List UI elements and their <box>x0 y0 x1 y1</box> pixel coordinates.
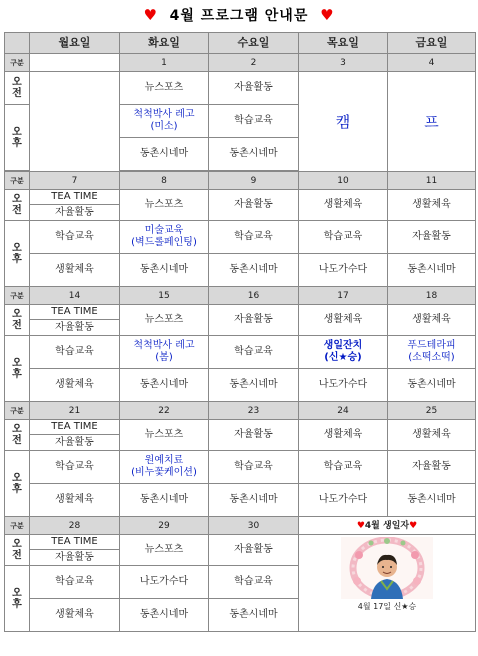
program-cell: 원예치료 (비누꽃케이션) <box>120 451 209 484</box>
week3-pm-row2 <box>5 369 476 402</box>
program-cell: 자율활동 <box>30 550 120 566</box>
empty-cell <box>30 72 120 172</box>
gubun-label: 구분 <box>5 172 30 190</box>
header-tue: 화요일 <box>120 33 209 54</box>
program-cell: 자율활동 <box>209 535 299 566</box>
title-text: 4월 프로그램 안내문 <box>169 8 309 24</box>
date-cell: 4 <box>388 54 476 72</box>
program-cell: 푸드테라피 (소떡소떡) <box>388 336 476 369</box>
birthday-caption: 4월 17일 신★승 <box>357 602 417 611</box>
header-fri: 금요일 <box>388 33 476 54</box>
pm-label: 오후 <box>5 221 30 287</box>
program-cell: 자율활동 <box>209 305 299 336</box>
program-cell: 학습교육 <box>209 451 299 484</box>
program-cell: 동촌시네마 <box>120 484 209 517</box>
week2-pm-row1 <box>5 221 476 254</box>
date-cell: 24 <box>299 402 388 420</box>
empty-cell <box>30 54 120 72</box>
program-cell: 동촌시네마 <box>120 254 209 287</box>
program-cell: 자율활동 <box>209 190 299 221</box>
date-cell: 21 <box>30 402 120 420</box>
week2-pm-row2 <box>5 254 476 287</box>
date-cell: 2 <box>209 54 299 72</box>
am-label: 오전 <box>5 190 30 221</box>
program-cell: 학습교육 <box>30 221 120 254</box>
program-cell: 자율활동 <box>388 221 476 254</box>
date-cell: 3 <box>299 54 388 72</box>
program-cell: 동촌시네마 <box>209 484 299 517</box>
camp-cell: 캠 <box>299 72 388 172</box>
program-cell: TEA TIME <box>30 420 120 435</box>
date-cell: 18 <box>388 287 476 305</box>
date-cell: 8 <box>120 172 209 190</box>
week4-pm-row2 <box>5 484 476 517</box>
program-cell: 학습교육 <box>299 451 388 484</box>
program-cell: 학습교육 <box>30 451 120 484</box>
week3-am-row1 <box>5 305 476 320</box>
birthday-photo <box>341 537 433 599</box>
program-cell: 자율활동 <box>30 205 120 221</box>
date-cell: 17 <box>299 287 388 305</box>
birthday-title <box>299 517 476 535</box>
corner-cell <box>5 33 30 54</box>
heart-icon: ♥ <box>320 6 335 24</box>
program-cell: 학습교육 <box>30 566 120 599</box>
page-title <box>0 0 478 30</box>
birthday-cell <box>299 535 476 632</box>
week3-pm-row1 <box>5 336 476 369</box>
program-cell: 자율활동 <box>209 72 299 105</box>
program-cell: 동촌시네마 <box>209 254 299 287</box>
am-label: 오전 <box>5 305 30 336</box>
program-cell: 생활체육 <box>299 190 388 221</box>
gubun-label: 구분 <box>5 402 30 420</box>
header-mon: 월요일 <box>30 33 120 54</box>
program-cell: 척척박사 레고 (봄) <box>120 336 209 369</box>
program-cell: 뉴스포츠 <box>120 535 209 566</box>
date-cell: 1 <box>120 54 209 72</box>
program-cell: 생활체육 <box>30 484 120 517</box>
pm-label: 오후 <box>5 105 30 171</box>
program-cell: 동촌시네마 <box>209 138 299 171</box>
program-cell: 나도가수다 <box>299 254 388 287</box>
program-cell: 생일잔치 (신★승) <box>299 336 388 369</box>
program-cell: 자율활동 <box>30 435 120 451</box>
program-cell: 나도가수다 <box>299 484 388 517</box>
week4-pm-row1 <box>5 451 476 484</box>
program-cell: 생활체육 <box>299 305 388 336</box>
week2-am-row1 <box>5 190 476 205</box>
program-cell: 학습교육 <box>209 221 299 254</box>
date-cell: 9 <box>209 172 299 190</box>
date-cell: 23 <box>209 402 299 420</box>
program-cell: TEA TIME <box>30 190 120 205</box>
week2-date-row <box>5 172 476 190</box>
date-cell: 15 <box>120 287 209 305</box>
gubun-label: 구분 <box>5 517 30 535</box>
week5-date-row <box>5 517 476 535</box>
date-cell: 28 <box>30 517 120 535</box>
program-cell: 동촌시네마 <box>120 138 209 171</box>
program-cell: 동촌시네마 <box>120 369 209 402</box>
program-cell: 척척박사 레고 (미소) <box>120 105 209 138</box>
week4-am-row1 <box>5 420 476 435</box>
header-row <box>5 33 476 54</box>
program-cell: 동촌시네마 <box>388 369 476 402</box>
program-cell: 학습교육 <box>299 221 388 254</box>
week1-am-row <box>5 72 476 105</box>
pm-label: 오후 <box>5 451 30 517</box>
program-cell: 자율활동 <box>30 320 120 336</box>
program-cell: 생활체육 <box>388 305 476 336</box>
date-cell: 14 <box>30 287 120 305</box>
week4-date-row <box>5 402 476 420</box>
program-cell: 학습교육 <box>30 336 120 369</box>
schedule-table <box>4 32 476 632</box>
program-cell: 학습교육 <box>209 105 299 138</box>
am-label: 오전 <box>5 420 30 451</box>
program-cell: 동촌시네마 <box>388 484 476 517</box>
program-cell: 뉴스포츠 <box>120 420 209 451</box>
date-cell: 22 <box>120 402 209 420</box>
header-wed: 수요일 <box>209 33 299 54</box>
am-label: 오전 <box>5 535 30 566</box>
date-cell: 16 <box>209 287 299 305</box>
pm-label: 오후 <box>5 566 30 632</box>
program-cell: 자율활동 <box>388 451 476 484</box>
date-cell: 29 <box>120 517 209 535</box>
week1-date-row <box>5 54 476 72</box>
program-cell: 학습교육 <box>209 566 299 599</box>
program-cell: 생활체육 <box>30 599 120 632</box>
program-cell: 동촌시네마 <box>388 254 476 287</box>
program-cell: 생활체육 <box>388 420 476 451</box>
program-cell: 뉴스포츠 <box>120 305 209 336</box>
program-cell: TEA TIME <box>30 305 120 320</box>
pm-label: 오후 <box>5 336 30 402</box>
program-cell: 생활체육 <box>299 420 388 451</box>
program-cell: 생활체육 <box>388 190 476 221</box>
header-thu: 목요일 <box>299 33 388 54</box>
heart-icon: ♥ <box>143 6 158 24</box>
heart-icon: ♥ <box>409 520 418 531</box>
birthday-title-text: 4월 생일자 <box>364 520 410 531</box>
am-label: 오전 <box>5 72 30 105</box>
program-cell: 나도가수다 <box>120 566 209 599</box>
date-cell: 30 <box>209 517 299 535</box>
date-cell: 11 <box>388 172 476 190</box>
date-cell: 25 <box>388 402 476 420</box>
camp-cell: 프 <box>388 72 476 172</box>
program-cell: TEA TIME <box>30 535 120 550</box>
week5-am-row1 <box>5 535 476 550</box>
program-cell: 뉴스포츠 <box>120 190 209 221</box>
program-cell: 자율활동 <box>209 420 299 451</box>
date-cell: 10 <box>299 172 388 190</box>
flower-wreath-icon <box>341 537 433 599</box>
program-cell: 생활체육 <box>30 369 120 402</box>
program-cell: 미술교육 (벽드롤페인팅) <box>120 221 209 254</box>
program-cell: 동촌시네마 <box>209 369 299 402</box>
week3-date-row <box>5 287 476 305</box>
program-cell: 동촌시네마 <box>120 599 209 632</box>
gubun-label: 구분 <box>5 54 30 72</box>
program-cell: 학습교육 <box>209 336 299 369</box>
heart-icon: ♥ <box>356 520 365 531</box>
program-cell: 뉴스포츠 <box>120 72 209 105</box>
date-cell: 7 <box>30 172 120 190</box>
gubun-label: 구분 <box>5 287 30 305</box>
program-cell: 나도가수다 <box>299 369 388 402</box>
program-cell: 동촌시네마 <box>209 599 299 632</box>
program-cell: 생활체육 <box>30 254 120 287</box>
